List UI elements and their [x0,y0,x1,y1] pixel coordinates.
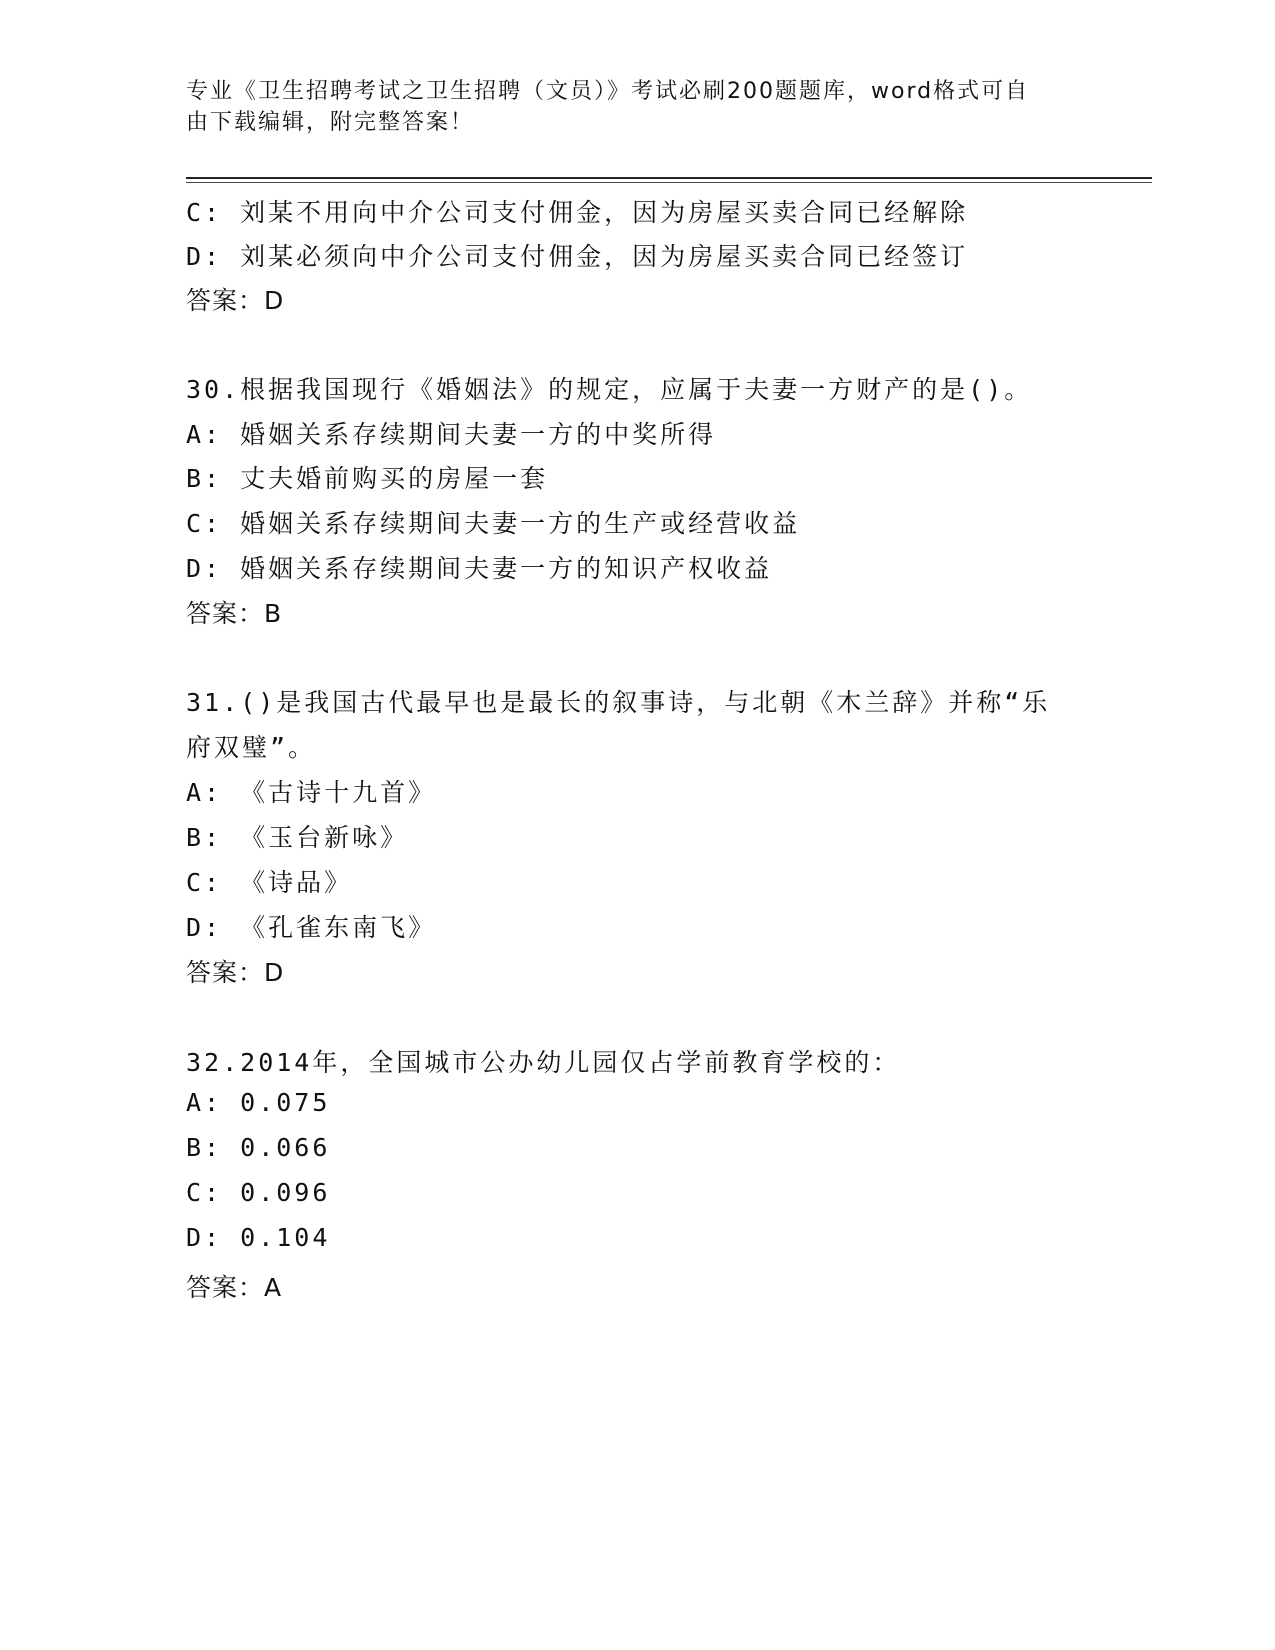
q30-option-d: D: 婚姻关系存续期间夫妻一方的知识产权收益 [186,554,773,583]
q32-option-a: A: 0.075 [186,1088,331,1117]
q30-option-b: B: 丈夫婚前购买的房屋一套 [186,464,549,493]
q32-stem: 32.2014年，全国城市公办幼儿园仅占学前教育学校的： [186,1048,901,1077]
q31-answer: 答案：D [186,958,285,987]
q31-stem-line-2: 府双璧”。 [186,733,317,762]
q31-option-c: C: 《诗品》 [186,868,353,897]
q29-option-c: C: 刘某不用向中介公司支付佣金，因为房屋买卖合同已经解除 [186,198,969,227]
q32-option-c: C: 0.096 [186,1178,331,1207]
q30-option-c: C: 婚姻关系存续期间夫妻一方的生产或经营收益 [186,509,801,538]
q31-option-b: B: 《玉台新咏》 [186,823,409,852]
q31-stem-line-1: 31.()是我国古代最早也是最长的叙事诗，与北朝《木兰辞》并称“乐 [186,688,1051,717]
q32-answer: 答案：A [186,1273,283,1302]
q31-option-a: A: 《古诗十九首》 [186,778,437,807]
q30-stem: 30.根据我国现行《婚姻法》的规定，应属于夫妻一方财产的是()。 [186,375,1033,404]
q30-option-a: A: 婚姻关系存续期间夫妻一方的中奖所得 [186,420,717,449]
q29-answer: 答案：D [186,286,285,315]
header-line-2: 由下载编辑，附完整答案！ [186,110,475,135]
q32-option-d: D: 0.104 [186,1223,331,1252]
header-line-1: 专业《卫生招聘考试之卫生招聘（文员）》考试必刷200题题库，word格式可自 [186,79,1030,104]
q31-option-d: D: 《孔雀东南飞》 [186,913,437,942]
header-divider-thin [186,182,1152,183]
q29-option-d: D: 刘某必须向中介公司支付佣金，因为房屋买卖合同已经签订 [186,242,969,271]
document-header [186,76,1066,138]
q32-option-b: B: 0.066 [186,1133,331,1162]
header-divider-thick [186,177,1152,179]
q30-answer: 答案：B [186,599,283,628]
